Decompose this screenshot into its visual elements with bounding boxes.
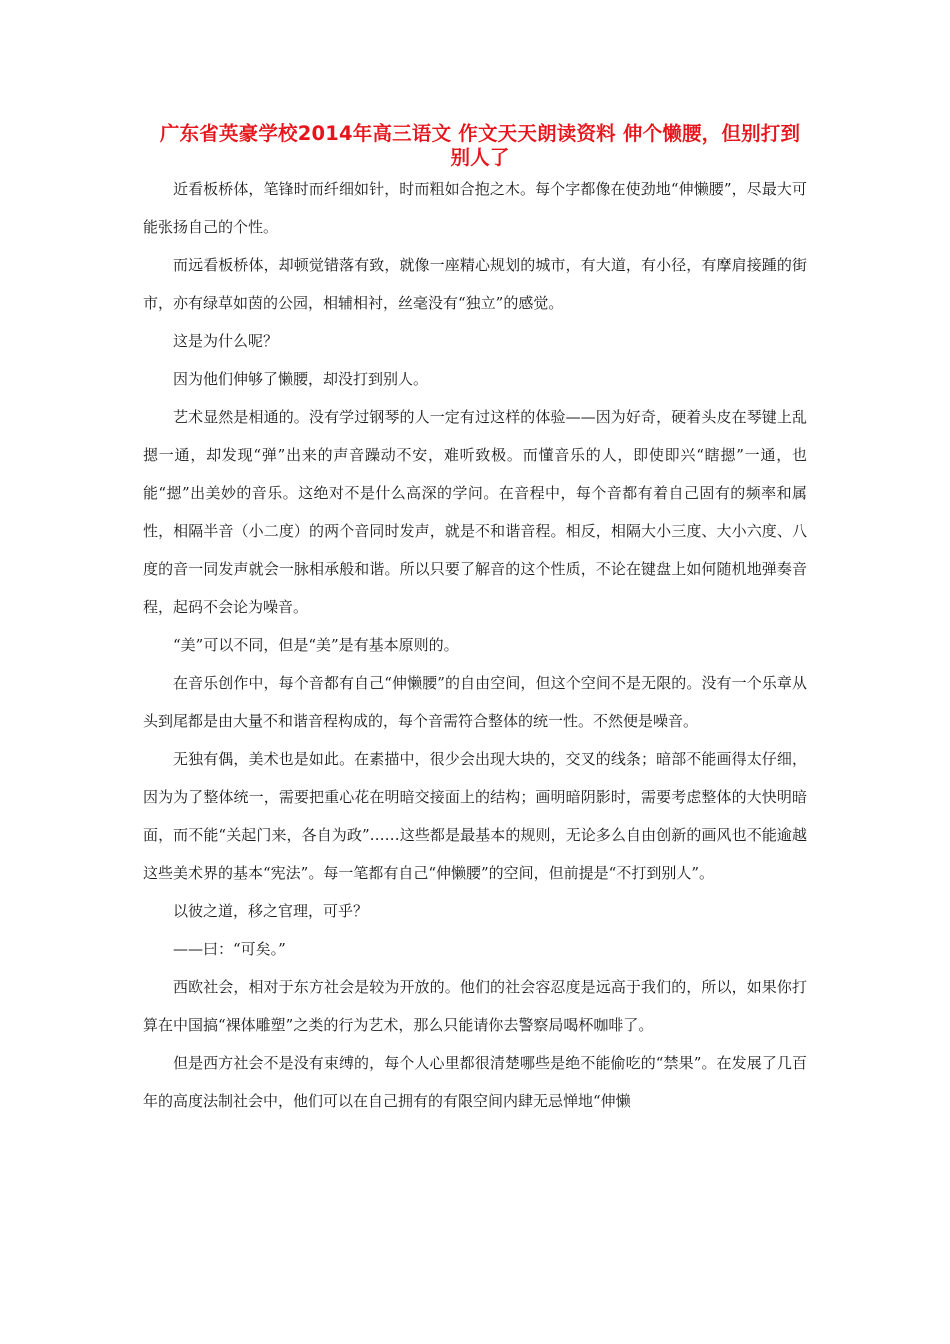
paragraph: 无独有偶，美术也是如此。在素描中，很少会出现大块的，交叉的线条；暗部不能画得太仔细，因为为了整体统一，需要把重心花在明暗交接面上的结构；画明暗阴影时，需要考虑整体的大快明暗面，而不能“关起门来，各自为政”……这些都是最基本的规则，无论多么自由创新的画风也不能逾越这些美术界的基本“宪法”。每一笔都有自己“伸懒腰”的空间，但前提是“不打到别人”。 xyxy=(143,750,807,882)
paragraph: 近看板桥体，笔锋时而纤细如针，时而粗如合抱之木。每个字都像在使劲地“伸懒腰”，尽最大可能张扬自己的个性。 xyxy=(143,180,807,236)
document-body xyxy=(143,170,807,1120)
paragraph: 在音乐创作中，每个音都有自己“伸懒腰”的自由空间，但这个空间不是无限的。没有一个乐章从头到尾都是由大量不和谐音程构成的，每个音需符合整体的统一性。不然便是噪音。 xyxy=(143,674,807,730)
paragraph: 以彼之道，移之官理，可乎？ xyxy=(173,902,369,920)
paragraph: 因为他们伸够了懒腰，却没打到别人。 xyxy=(173,370,429,388)
paragraph: 西欧社会，相对于东方社会是较为开放的。他们的社会容忍度是远高于我们的，所以，如果你打算在中国搞“裸体雕塑”之类的行为艺术，那么只能请你去警察局喝杯咖啡了。 xyxy=(143,978,807,1034)
paragraph: 艺术显然是相通的。没有学过钢琴的人一定有过这样的体验——因为好奇，硬着头皮在琴键上乱摁一通，却发现“弹”出来的声音躁动不安，难听致极。而懂音乐的人，即使即兴“瞎摁”一通，也能“摁”出美妙的音乐。这绝对不是什么高深的学问。在音程中，每个音都有着自己固有的频率和属性，相隔半音（小二度）的两个音同时发声，就是不和谐音程。相反，相隔大小三度、大小六度、八度的音一同发声就会一脉相承般和谐。所以只要了解音的这个性质，不论在键盘上如何随机地弹奏音程，起码不会论为噪音。 xyxy=(143,408,807,616)
paragraph: “美”可以不同，但是“美”是有基本原则的。 xyxy=(173,636,459,654)
paragraph: 但是西方社会不是没有束缚的，每个人心里都很清楚哪些是绝不能偷吃的“禁果”。在发展了几百年的高度法制社会中，他们可以在自己拥有的有限空间内肆无忌惮地“伸懒 xyxy=(143,1054,807,1110)
paragraph: 这是为什么呢？ xyxy=(173,332,279,350)
document-title: 广东省英豪学校2014年高三语文 作文天天朗读资料 伸个懒腰，但别打到别人了 xyxy=(159,122,801,169)
paragraph: 而远看板桥体，却顿觉错落有致，就像一座精心规划的城市，有大道，有小径，有摩肩接踵的街市，亦有绿草如茵的公园，相辅相衬，丝毫没有“独立”的感觉。 xyxy=(143,256,807,312)
paragraph: ——曰：“可矣。” xyxy=(173,940,286,958)
